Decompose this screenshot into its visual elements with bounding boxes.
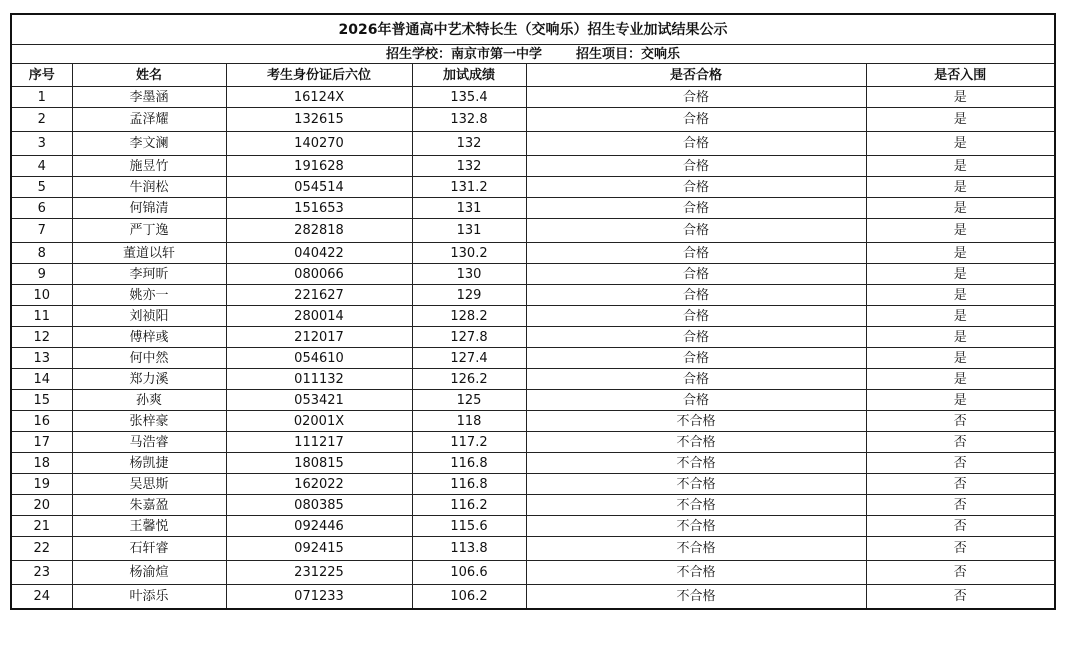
cell-id: 151653 (226, 198, 412, 219)
cell-shortlisted: 是 (866, 390, 1055, 411)
cell-qualified: 合格 (526, 219, 866, 243)
cell-no: 24 (11, 585, 72, 610)
cell-no: 11 (11, 306, 72, 327)
cell-name: 石轩睿 (72, 537, 226, 561)
cell-qualified: 合格 (526, 327, 866, 348)
cell-shortlisted: 是 (866, 264, 1055, 285)
cell-score: 131.2 (412, 177, 526, 198)
cell-id: 221627 (226, 285, 412, 306)
cell-qualified: 不合格 (526, 453, 866, 474)
project-label: 招生项目： (576, 46, 642, 62)
cell-no: 21 (11, 516, 72, 537)
cell-qualified: 合格 (526, 177, 866, 198)
cell-score: 131 (412, 219, 526, 243)
cell-name: 施昱竹 (72, 156, 226, 177)
cell-score: 113.8 (412, 537, 526, 561)
table-row (11, 306, 1055, 327)
school-name: 南京市第一中学 (451, 46, 543, 62)
cell-id: 191628 (226, 156, 412, 177)
cell-qualified: 合格 (526, 390, 866, 411)
cell-no: 10 (11, 285, 72, 306)
cell-name: 牛润松 (72, 177, 226, 198)
cell-qualified: 合格 (526, 306, 866, 327)
cell-shortlisted: 否 (866, 453, 1055, 474)
cell-shortlisted: 是 (866, 87, 1055, 108)
cell-no: 1 (11, 87, 72, 108)
cell-id: 071233 (226, 585, 412, 610)
cell-id: 132615 (226, 108, 412, 132)
column-header-score: 加试成绩 (412, 64, 526, 87)
table-row (11, 198, 1055, 219)
table-row (11, 219, 1055, 243)
cell-qualified: 不合格 (526, 432, 866, 453)
cell-id: 092446 (226, 516, 412, 537)
cell-qualified: 合格 (526, 264, 866, 285)
cell-name: 姚亦一 (72, 285, 226, 306)
cell-id: 280014 (226, 306, 412, 327)
cell-id: 011132 (226, 369, 412, 390)
cell-name: 王馨悦 (72, 516, 226, 537)
column-header-name: 姓名 (72, 64, 226, 87)
cell-id: 231225 (226, 561, 412, 585)
cell-name: 朱嘉盈 (72, 495, 226, 516)
cell-no: 8 (11, 243, 72, 264)
cell-score: 117.2 (412, 432, 526, 453)
column-header-qualified: 是否合格 (526, 64, 866, 87)
cell-shortlisted: 是 (866, 369, 1055, 390)
cell-score: 129 (412, 285, 526, 306)
results-table (10, 13, 1056, 610)
cell-no: 7 (11, 219, 72, 243)
cell-shortlisted: 是 (866, 285, 1055, 306)
cell-shortlisted: 是 (866, 156, 1055, 177)
cell-id: 282818 (226, 219, 412, 243)
table-row (11, 411, 1055, 432)
cell-shortlisted: 否 (866, 585, 1055, 610)
cell-name: 吴思斯 (72, 474, 226, 495)
table-row (11, 264, 1055, 285)
table-row (11, 516, 1055, 537)
cell-name: 张梓豪 (72, 411, 226, 432)
cell-name: 刘祯阳 (72, 306, 226, 327)
cell-no: 15 (11, 390, 72, 411)
cell-no: 13 (11, 348, 72, 369)
cell-no: 5 (11, 177, 72, 198)
cell-id: 053421 (226, 390, 412, 411)
cell-shortlisted: 是 (866, 219, 1055, 243)
cell-no: 2 (11, 108, 72, 132)
table-row (11, 474, 1055, 495)
cell-shortlisted: 是 (866, 348, 1055, 369)
cell-id: 180815 (226, 453, 412, 474)
cell-shortlisted: 是 (866, 243, 1055, 264)
cell-score: 135.4 (412, 87, 526, 108)
table-row (11, 369, 1055, 390)
cell-shortlisted: 否 (866, 474, 1055, 495)
page-title: 2026年普通高中艺术特长生（交响乐）招生专业加试结果公示 (11, 14, 1055, 45)
cell-id: 16124X (226, 87, 412, 108)
cell-qualified: 合格 (526, 243, 866, 264)
info-row (11, 45, 1055, 64)
cell-qualified: 不合格 (526, 537, 866, 561)
cell-id: 080066 (226, 264, 412, 285)
cell-no: 17 (11, 432, 72, 453)
title-row (11, 14, 1055, 45)
cell-name: 严丁逸 (72, 219, 226, 243)
cell-shortlisted: 否 (866, 432, 1055, 453)
cell-no: 23 (11, 561, 72, 585)
column-header-row (11, 64, 1055, 87)
cell-shortlisted: 是 (866, 108, 1055, 132)
cell-no: 6 (11, 198, 72, 219)
cell-no: 18 (11, 453, 72, 474)
table-row (11, 87, 1055, 108)
cell-score: 118 (412, 411, 526, 432)
cell-name: 马浩睿 (72, 432, 226, 453)
cell-score: 132.8 (412, 108, 526, 132)
cell-score: 132 (412, 156, 526, 177)
cell-no: 20 (11, 495, 72, 516)
table-row (11, 495, 1055, 516)
cell-shortlisted: 是 (866, 177, 1055, 198)
table-row (11, 243, 1055, 264)
cell-qualified: 不合格 (526, 411, 866, 432)
cell-shortlisted: 是 (866, 198, 1055, 219)
cell-qualified: 合格 (526, 348, 866, 369)
cell-id: 140270 (226, 132, 412, 156)
column-header-id: 考生身份证后六位 (226, 64, 412, 87)
table-row (11, 537, 1055, 561)
table-row (11, 108, 1055, 132)
cell-score: 132 (412, 132, 526, 156)
cell-name: 杨凯捷 (72, 453, 226, 474)
cell-score: 116.8 (412, 474, 526, 495)
cell-qualified: 合格 (526, 132, 866, 156)
cell-id: 092415 (226, 537, 412, 561)
table-row (11, 285, 1055, 306)
table-row (11, 561, 1055, 585)
cell-shortlisted: 否 (866, 495, 1055, 516)
cell-no: 19 (11, 474, 72, 495)
cell-shortlisted: 是 (866, 306, 1055, 327)
cell-no: 16 (11, 411, 72, 432)
cell-qualified: 不合格 (526, 561, 866, 585)
cell-score: 125 (412, 390, 526, 411)
table-row (11, 132, 1055, 156)
cell-qualified: 不合格 (526, 495, 866, 516)
cell-score: 106.6 (412, 561, 526, 585)
cell-name: 董道以轩 (72, 243, 226, 264)
cell-shortlisted: 否 (866, 516, 1055, 537)
cell-score: 130.2 (412, 243, 526, 264)
cell-id: 162022 (226, 474, 412, 495)
results-sheet (10, 13, 1054, 645)
cell-qualified: 合格 (526, 108, 866, 132)
table-row (11, 585, 1055, 610)
cell-qualified: 不合格 (526, 516, 866, 537)
cell-qualified: 合格 (526, 198, 866, 219)
cell-no: 14 (11, 369, 72, 390)
table-row (11, 453, 1055, 474)
cell-score: 127.4 (412, 348, 526, 369)
cell-shortlisted: 是 (866, 327, 1055, 348)
cell-id: 02001X (226, 411, 412, 432)
cell-name: 叶添乐 (72, 585, 226, 610)
cell-score: 106.2 (412, 585, 526, 610)
cell-no: 12 (11, 327, 72, 348)
cell-shortlisted: 否 (866, 411, 1055, 432)
cell-name: 杨渝煊 (72, 561, 226, 585)
cell-qualified: 合格 (526, 87, 866, 108)
cell-shortlisted: 否 (866, 561, 1055, 585)
cell-name: 何锦清 (72, 198, 226, 219)
table-row (11, 348, 1055, 369)
cell-id: 054610 (226, 348, 412, 369)
cell-name: 李文澜 (72, 132, 226, 156)
cell-id: 054514 (226, 177, 412, 198)
cell-name: 郑力溪 (72, 369, 226, 390)
cell-no: 4 (11, 156, 72, 177)
cell-name: 孙爽 (72, 390, 226, 411)
project-name: 交响乐 (641, 46, 681, 62)
cell-no: 9 (11, 264, 72, 285)
cell-id: 111217 (226, 432, 412, 453)
cell-id: 040422 (226, 243, 412, 264)
school-label: 招生学校： (385, 46, 451, 62)
cell-no: 3 (11, 132, 72, 156)
cell-score: 116.2 (412, 495, 526, 516)
table-row (11, 327, 1055, 348)
cell-qualified: 合格 (526, 156, 866, 177)
table-row (11, 156, 1055, 177)
cell-score: 126.2 (412, 369, 526, 390)
cell-name: 傅梓彧 (72, 327, 226, 348)
cell-id: 080385 (226, 495, 412, 516)
cell-shortlisted: 否 (866, 537, 1055, 561)
table-row (11, 432, 1055, 453)
table-row (11, 390, 1055, 411)
admission-info (11, 45, 1055, 64)
cell-name: 李珂昕 (72, 264, 226, 285)
cell-no: 22 (11, 537, 72, 561)
column-header-shortlisted: 是否入围 (866, 64, 1055, 87)
cell-score: 127.8 (412, 327, 526, 348)
cell-shortlisted: 是 (866, 132, 1055, 156)
table-row (11, 177, 1055, 198)
cell-qualified: 不合格 (526, 585, 866, 610)
cell-qualified: 合格 (526, 369, 866, 390)
cell-qualified: 合格 (526, 285, 866, 306)
cell-name: 李墨涵 (72, 87, 226, 108)
cell-score: 115.6 (412, 516, 526, 537)
cell-id: 212017 (226, 327, 412, 348)
cell-score: 131 (412, 198, 526, 219)
cell-score: 128.2 (412, 306, 526, 327)
cell-qualified: 不合格 (526, 474, 866, 495)
cell-name: 何中然 (72, 348, 226, 369)
cell-name: 孟泽耀 (72, 108, 226, 132)
column-header-no: 序号 (11, 64, 72, 87)
cell-score: 116.8 (412, 453, 526, 474)
cell-score: 130 (412, 264, 526, 285)
